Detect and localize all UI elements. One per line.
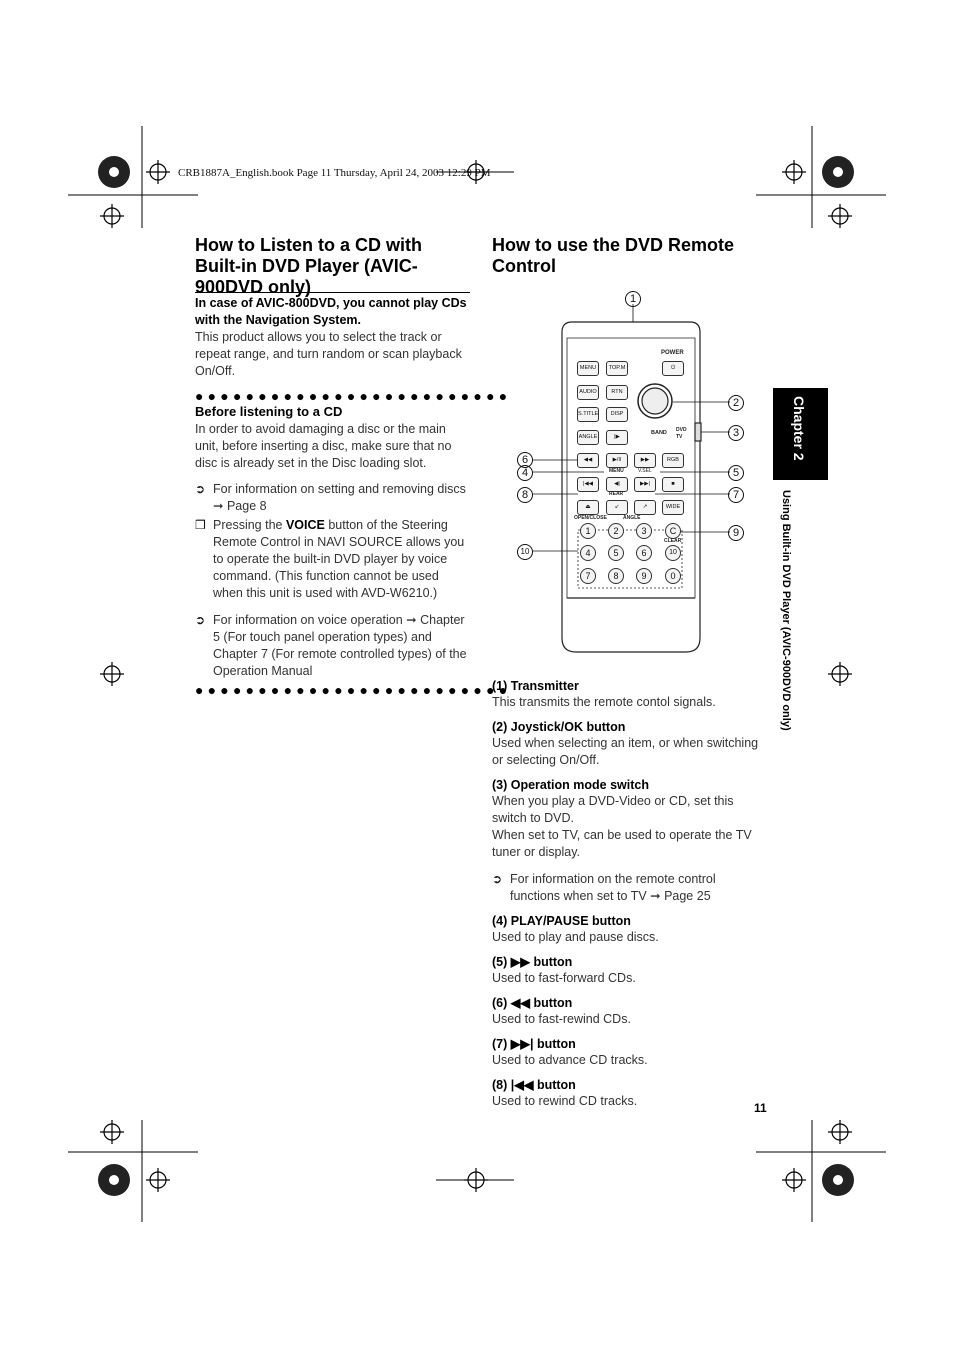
play-pause-button[interactable]: ▶/II [606,453,628,468]
description-text: Used to advance CD tracks. [492,1053,648,1067]
fast-forward-button[interactable]: ▶▶ [634,453,656,468]
menu-small-label: MENU [609,468,624,474]
dotted-divider-top: ●●●●●●●●●●●●●●●●●●●●●●●●● [195,388,512,404]
note-tv-mode [492,871,767,905]
caution-text: In case of AVIC-800DVD, you cannot play CDs with the Navigation System. [195,296,467,327]
note-text: For information on voice operation ➞ Chapter 5 (For touch panel operation types) and Chapter 7 (For remote controlled types) of the Operation Manual [213,613,467,678]
left-title-rule [195,292,470,293]
description-text: Used when selecting an item, or when switching or selecting On/Off. [492,736,759,767]
chapter-label: Chapter 2 [791,396,807,461]
description-transmitter [492,678,767,711]
rgb-button[interactable]: RGB [662,453,684,468]
page-number: 11 [754,1101,767,1115]
callout-2: 2 [728,395,744,411]
angle-up-button[interactable]: ↗ [634,500,656,515]
intro-text: This product allows you to select the track or repeat range, and turn random or scan playback On/Off. [195,330,462,378]
notes-list [195,481,470,680]
slow-rewind-button[interactable]: ◀| [606,477,628,492]
section-running-head: Using Built-in DVD Player (AVIC-900DVD only) [780,490,792,731]
menu-button[interactable]: MENU [577,361,599,376]
dotted-divider-bottom: ●●●●●●●●●●●●●●●●●●●●●●●●● [195,682,512,698]
description-heading: (5) ▶▶ button [492,955,573,969]
description-play-pause [492,913,767,946]
wide-button[interactable]: WIDE [662,500,684,515]
audio-button[interactable]: AUDIO [577,385,599,400]
stop-button[interactable]: ■ [662,477,684,492]
number-button-4[interactable]: 4 [580,545,596,561]
callout-9: 9 [728,525,744,541]
callout-4: 4 [517,465,533,481]
description-previous-track [492,1077,767,1110]
note-text: For information on the remote control functions when set to TV ➞ Page 25 [510,872,716,903]
voice-label: VOICE [285,518,325,532]
before-listening-text: In order to avoid damaging a disc or the main unit, before inserting a disc, make sure that no disc is already set in the Disc loading slot. [195,422,452,470]
number-button-7[interactable]: 7 [580,568,596,584]
band-label: BAND [651,430,667,436]
chapter-tab [773,388,828,480]
book-header: CRB1887A_English.book Page 11 Thursday, April 24, 2003 12:29 PM [178,167,491,179]
step-button[interactable]: |▶ [606,430,628,445]
description-heading: (7) ▶▶| button [492,1037,576,1051]
number-button-8[interactable]: 8 [608,568,624,584]
angle-down-button[interactable]: ↙ [606,500,628,515]
left-section-title: How to Listen to a CD with Built-in DVD Player (AVIC-900DVD only) [195,235,422,297]
vsel-label: V.SEL [638,468,652,474]
rear-label: REAR [609,491,624,497]
power-label: POWER [661,350,684,356]
callout-1: 1 [625,291,641,307]
angle-button[interactable]: ANGLE [577,430,599,445]
next-track-button[interactable]: ▶▶| [634,477,656,492]
note-bullet-icon: ➲ [195,613,206,627]
open-close-label: OPEN/CLOSE [574,515,607,521]
description-heading: (3) Operation mode switch [492,778,649,792]
angle-small-label: ANGLE [623,515,641,521]
number-button-0[interactable]: 0 [665,568,681,584]
description-heading: (8) |◀◀ button [492,1078,576,1092]
description-heading: (1) Transmitter [492,679,579,693]
display-button[interactable]: DISP [606,407,628,422]
description-next-track [492,1036,767,1069]
description-fast-rewind [492,995,767,1028]
clear-button[interactable]: C [665,523,681,539]
note-disc-setting [195,481,470,515]
before-listening-heading: Before listening to a CD [195,404,343,419]
description-joystick [492,719,767,769]
dvd-tv-label: DVD TV [676,427,687,440]
callout-8: 8 [517,487,533,503]
callout-3: 3 [728,425,744,441]
description-heading: (2) Joystick/OK button [492,720,626,734]
power-button[interactable]: ⏻ [662,361,684,376]
description-mode-switch [492,777,767,861]
note-bullet-icon: ➲ [492,872,503,886]
note-text: For information on setting and removing discs ➞ Page 8 [213,482,466,513]
eject-button[interactable]: ⏏ [577,500,599,515]
description-text-2: When set to TV, can be used to operate the TV tuner or display. [492,828,752,859]
clear-label: CLEAR [664,538,682,544]
top-menu-button[interactable]: TOP.M [606,361,628,376]
subtitle-button[interactable]: S.TITLE [577,407,599,422]
right-section-title: How to use the DVD Remote Control [492,235,735,276]
note-voice-operation [195,612,470,680]
fast-rewind-button[interactable]: ◀◀ [577,453,599,468]
number-button-10[interactable]: 10 [665,545,681,561]
number-button-9[interactable]: 9 [636,568,652,584]
callout-7: 7 [728,487,744,503]
note-bullet-icon: ➲ [195,482,206,496]
description-heading: (6) ◀◀ button [492,996,573,1010]
description-text: When you play a DVD-Video or CD, set this switch to DVD. [492,794,734,825]
number-button-3[interactable]: 3 [636,523,652,539]
callout-10: 10 [517,544,533,560]
description-text: Used to fast-rewind CDs. [492,1012,631,1026]
description-text: Used to rewind CD tracks. [492,1094,638,1108]
return-button[interactable]: RTN [606,385,628,400]
remote-figure [500,290,750,665]
descriptions-list [492,678,767,1110]
note-text-pre: Pressing the [213,518,286,532]
operation-mode-switch[interactable] [695,423,701,441]
number-button-1[interactable]: 1 [580,523,596,539]
description-fast-forward [492,954,767,987]
callout-5: 5 [728,465,744,481]
number-button-6[interactable]: 6 [636,545,652,561]
note-voice-button [195,517,470,602]
number-button-2[interactable]: 2 [608,523,624,539]
description-text: This transmits the remote contol signals. [492,695,716,709]
previous-track-button[interactable]: |◀◀ [577,477,599,492]
note-text-post: button of the Steering Remote Control in NAVI SOURCE allows you to operate the built-in DVD player by voice command. (This function cannot be used when this unit is used with AVD-W6210.) [213,518,465,600]
note-square-icon: ❒ [195,518,206,532]
callout-6: 6 [517,452,533,468]
description-text: Used to fast-forward CDs. [492,971,636,985]
description-heading: (4) PLAY/PAUSE button [492,914,631,928]
number-button-5[interactable]: 5 [608,545,624,561]
joystick[interactable] [638,384,672,418]
description-text: Used to play and pause discs. [492,930,659,944]
